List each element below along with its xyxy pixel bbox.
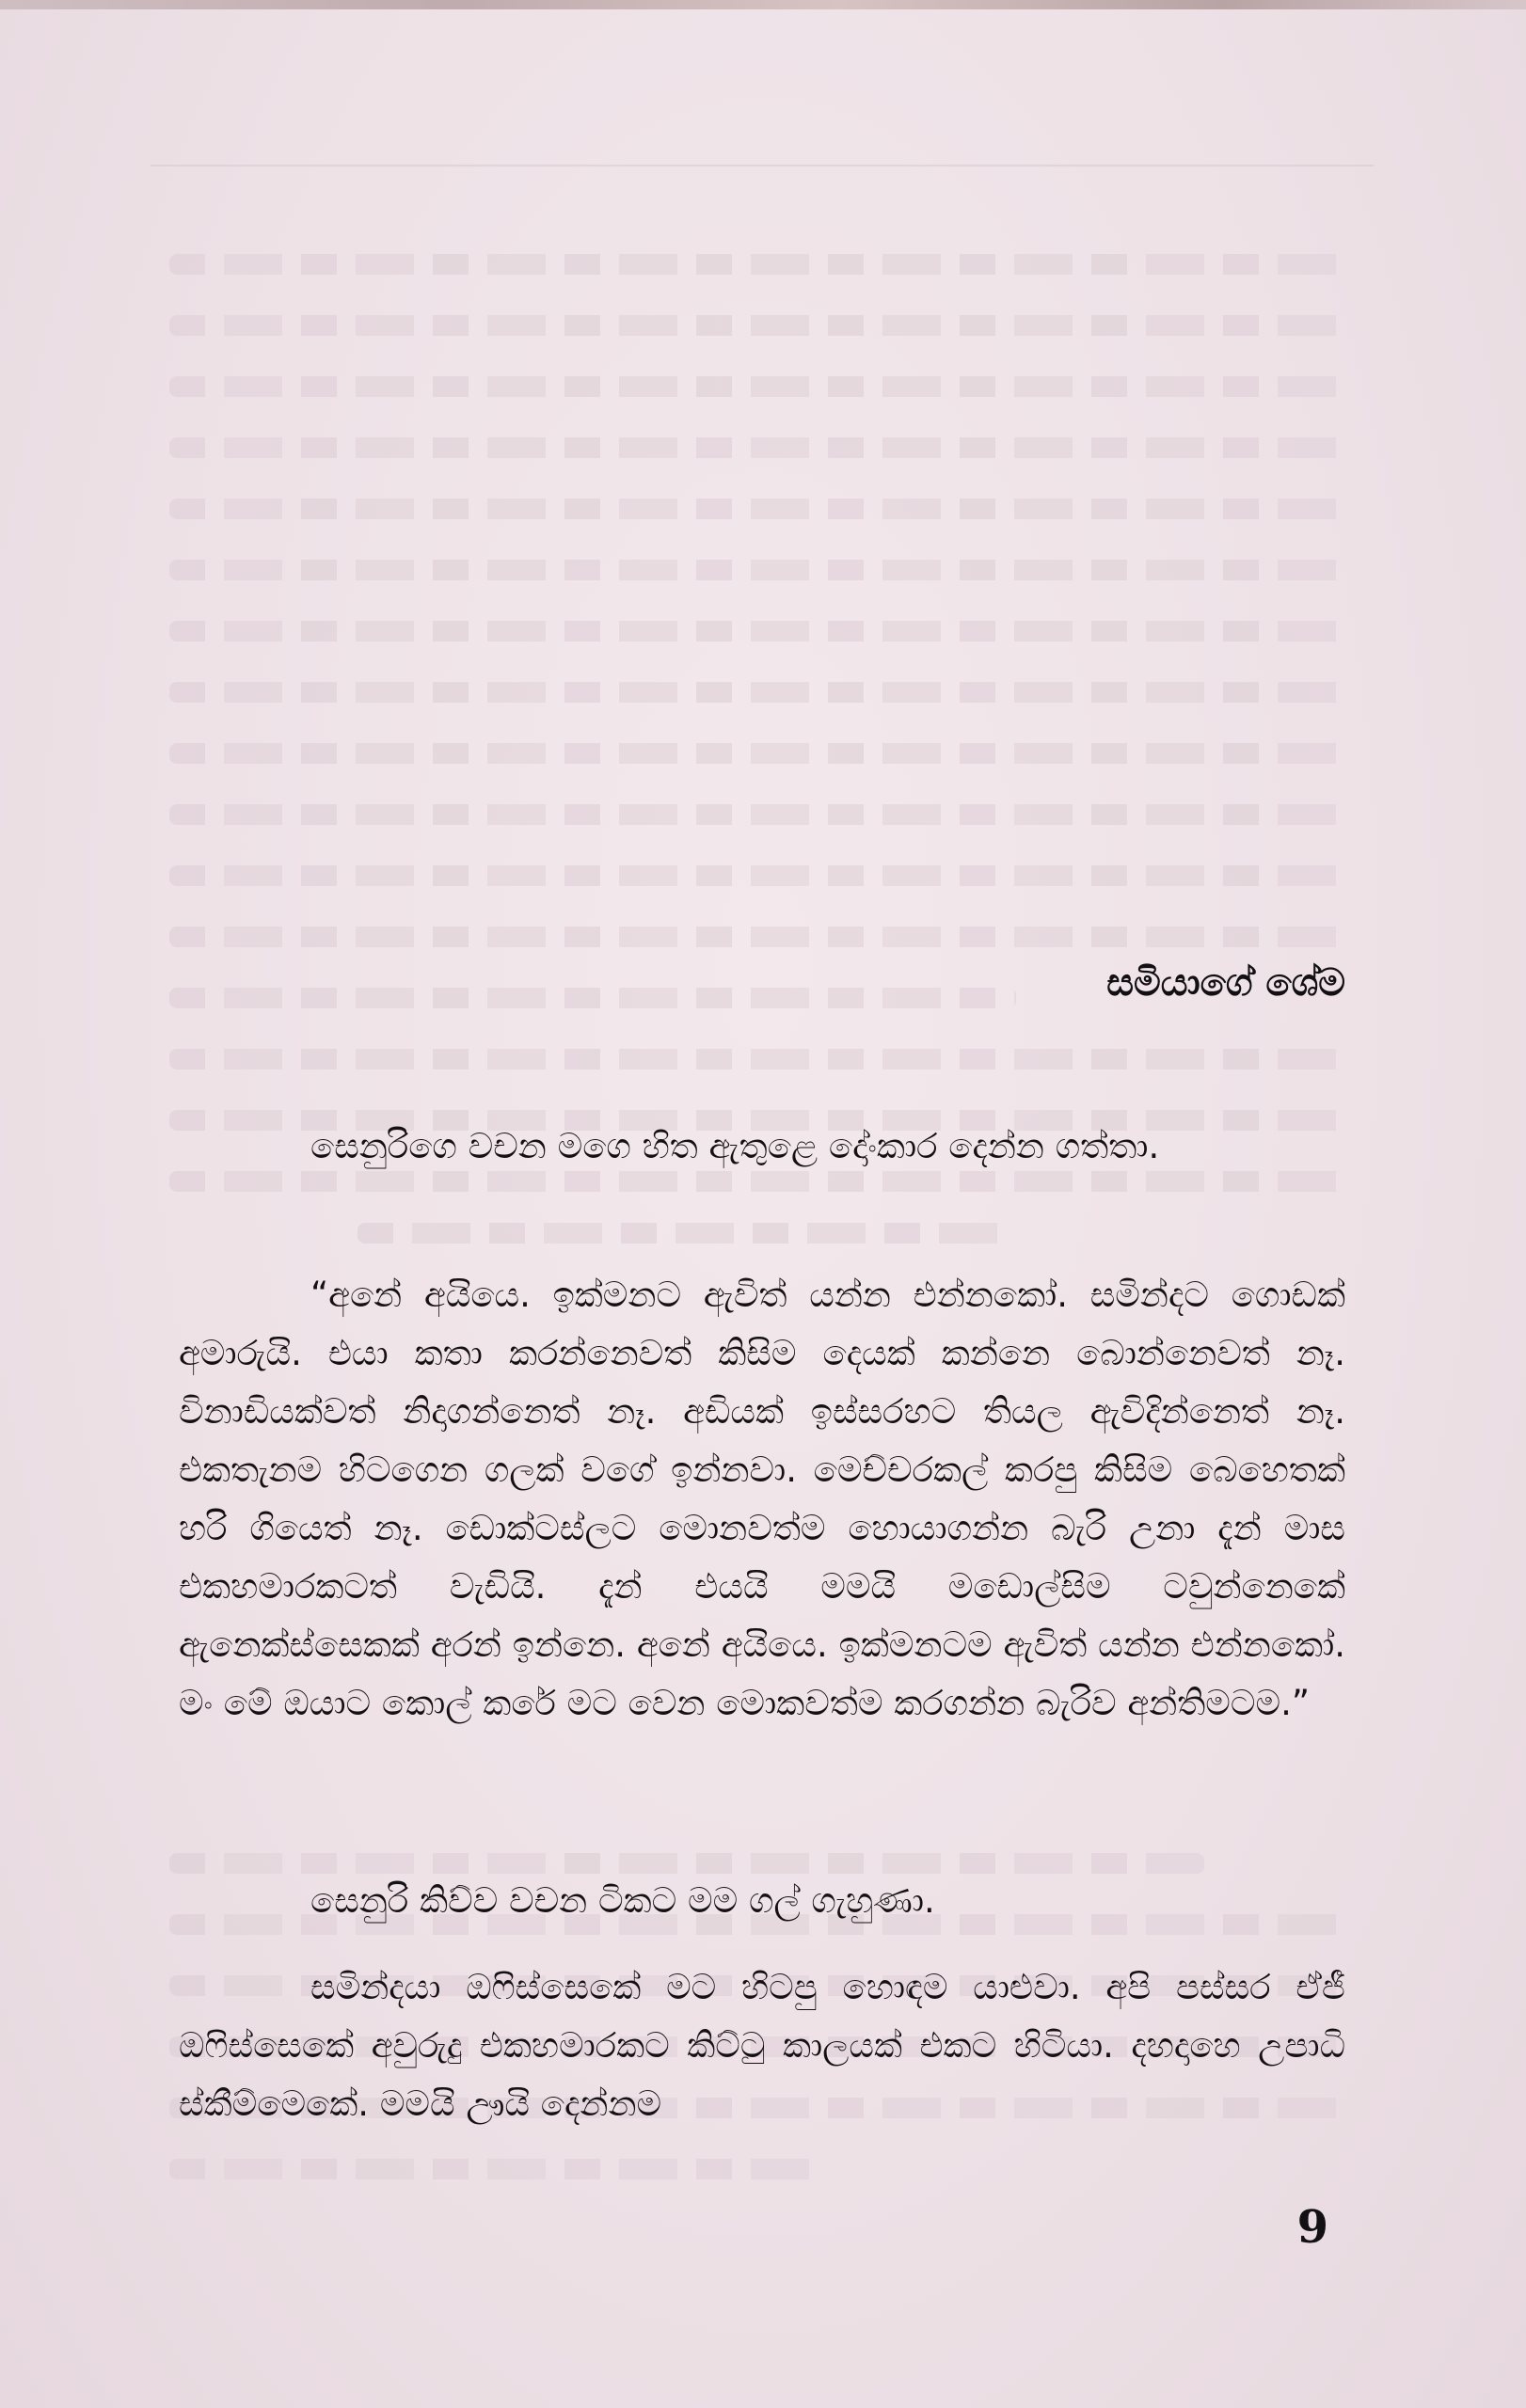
chapter-title: සමියාගේ ශේම <box>1106 961 1345 1005</box>
show-through-line <box>169 804 1345 825</box>
show-through-line <box>169 499 1345 519</box>
show-through-line <box>358 1223 1016 1244</box>
show-through-line <box>169 376 1345 397</box>
paragraph: සෙනුරිගෙ වචන මගෙ හිත ඇතුළෙ දෝංකාර දෙන්න ගත්තා. <box>310 1126 1160 1166</box>
show-through-line <box>169 743 1345 764</box>
show-through-rule <box>151 165 1374 166</box>
show-through-line <box>169 1853 1204 1874</box>
show-through-line <box>169 865 1345 886</box>
show-through-line <box>169 437 1345 458</box>
show-through-line <box>169 315 1345 336</box>
paragraph: සමින්දයා ඔෆිස්සෙකේ මට හිටපු හොඳම යාළුවා. අපි පස්සර ඒජී ඔෆිස්සෙකේ අවුරුදු එකහමාරකට කිට්ටු කාලයක් එකට හිටියා. දහදාහෙ උපාධි ස්කීම්මෙකේ. මමයි ඌයි දෙන්නම <box>179 1967 1345 2124</box>
show-through-line <box>169 988 1016 1008</box>
page-number: 9 <box>1296 2201 1328 2254</box>
show-through-line <box>169 621 1345 642</box>
paragraph: සෙනුරි කිව්ව වචන ටිකට මම ගල් ගැහුණා. <box>310 1880 935 1921</box>
show-through-line <box>169 560 1345 580</box>
page-top-edge <box>0 0 1526 9</box>
show-through-line <box>169 682 1345 703</box>
show-through-line <box>169 1049 1345 1069</box>
show-through-line <box>169 927 1345 947</box>
show-through-page-number <box>199 2220 243 2271</box>
show-through-line <box>169 254 1345 275</box>
show-through-header <box>0 113 1526 141</box>
show-through-line <box>169 2159 828 2179</box>
paragraph: “අනේ අයියෙ. ඉක්මනට ඇවිත් යන්න එන්නකෝ. සමින්දට ගොඩක් අමාරුයි. එයා කතා කරන්නෙවත් කිසිම දෙයක් කන්නෙ බොන්නෙවත් නෑ. විනාඩියක්වත් නිදාගන්නෙත් නෑ. අඩියක් ඉස්සරහට තියල ඇවිදින්නෙත් නෑ. එකතැනම හිටගෙන ගලක් වගේ ඉන්නවා. මෙච්චරකල් කරපු කිසිම බෙහෙතක් හරි ගියෙත් නෑ. ඩොක්ටස්ලට මොනවත්ම හොයාගන්න බැරි උනා දැන් මාස එකහමාරකටත් වැඩියි. දැන් එයයි මමයි මඩොල්සිම ටවුන්නෙකේ ඇනෙක්ස්සෙකක් අරන් ඉන්නෙ. අනේ අයියෙ. ඉක්මනටම ඇවිත් යන්න එන්නකෝ. මං මේ ඔයාට කොල් කරේ මට වෙන මොකවත්ම කරගන්න බැරිව අන්තිමටම.” <box>179 1275 1345 1723</box>
